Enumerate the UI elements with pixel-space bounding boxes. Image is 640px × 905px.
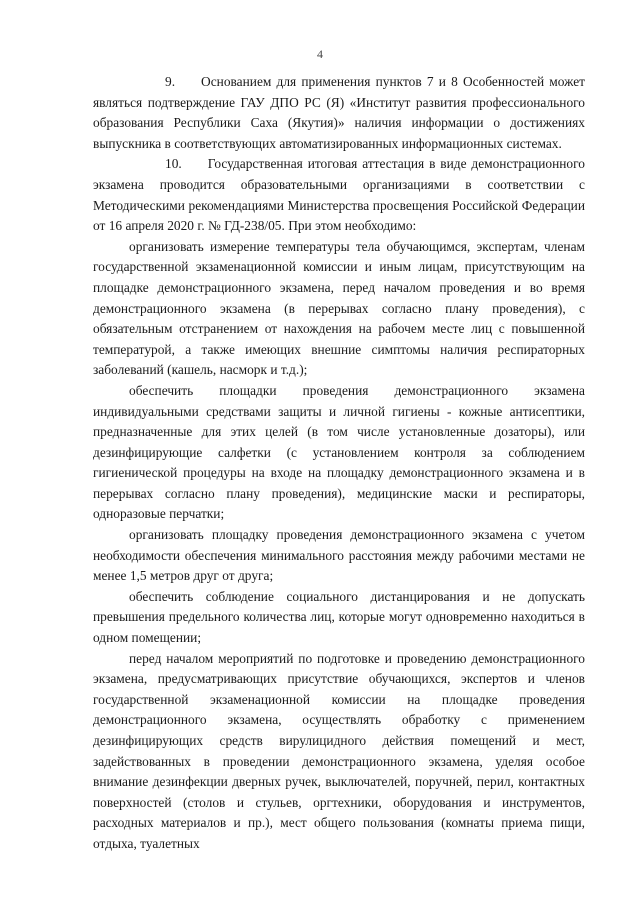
paragraph-text: обеспечить соблюдение социального дистанцирования и не допускать превышения предельного количества лиц, которые могут одновременно находиться в одном помещении; [93, 588, 585, 646]
paragraph-text: обеспечить площадки проведения демонстрационного экзамена индивидуальными средствами защиты и личной гигиены - кожные антисептики, предназначенные для этих целей (в том числе установленные дозаторы), или дезинфицирующие салфетки (с установлением контроля за соблюдением гигиенической процедуры на входе на площадку демонстрационного экзамена и в перерывах согласно плану проведения), медицинские маски и респираторы, одноразовые перчатки; [93, 382, 585, 522]
paragraph-number: 9. [165, 74, 176, 89]
paragraph-text: Государственная итоговая аттестация в виде демонстрационного экзамена проводится образовательными организациями в соответствии с Методическими рекомендациями Министерства просвещения Российской Федерации от 16 апреля 2020 г. № ГД-238/05. При этом необходимо: [93, 156, 585, 234]
list-item-social-distancing [93, 587, 585, 649]
paragraph-text: Основанием для применения пунктов 7 и 8 Особенностей может являться подтверждение ГАУ ДПО РС (Я) «Институт развития профессионального образования Республики Саха (Якутия)» наличия информации о достижениях выпускника в соответствующих автоматизированных информационных системах. [93, 74, 585, 151]
list-item-distance [93, 525, 585, 587]
list-item-temperature [93, 237, 585, 381]
paragraph-text: организовать площадку проведения демонстрационного экзамена с учетом необходимости обеспечения минимального расстояния между рабочими местами не менее 1,5 метров друг от друга; [93, 527, 585, 584]
paragraph-9 [93, 72, 585, 154]
list-item-protection [93, 381, 585, 525]
document-body [93, 72, 585, 855]
paragraph-text: перед началом мероприятий по подготовке и проведению демонстрационного экзамена, предусматривающих присутствие обучающихся, экспертов и членов государственной экзаменационной комиссии на площадке проведения демонстрационного экзамена, осуществлять обработку с применением дезинфицирующих средств вирулицидного действия помещений и мест, задействованных в проведении демонстрационного экзамена, уделяя особое внимание дезинфекции дверных ручек, выключателей, поручней, перил, контактных поверхностей (столов и стульев, оргтехники, оборудования и инструментов, расходных материалов и пр.), мест общего пользования (комнаты приема пищи, отдыха, туалетных [93, 650, 585, 851]
list-item-disinfection [93, 649, 585, 855]
paragraph-10 [93, 154, 585, 236]
page-number: 4 [317, 47, 323, 61]
paragraph-number: 10. [165, 156, 182, 172]
paragraph-text: организовать измерение температуры тела обучающимся, экспертам, членам государственной экзаменационной комиссии и иным лицам, присутствующим на площадке демонстрационного экзамена, перед началом проведения и во время демонстрационного экзамена (в перерывах согласно плану проведения), с обязательным отстранением от нахождения на рабочем месте лиц с повышенной температурой, а также имеющих внешние симптомы наличия респираторных заболеваний (кашель, насморк и т.д.); [93, 238, 585, 378]
